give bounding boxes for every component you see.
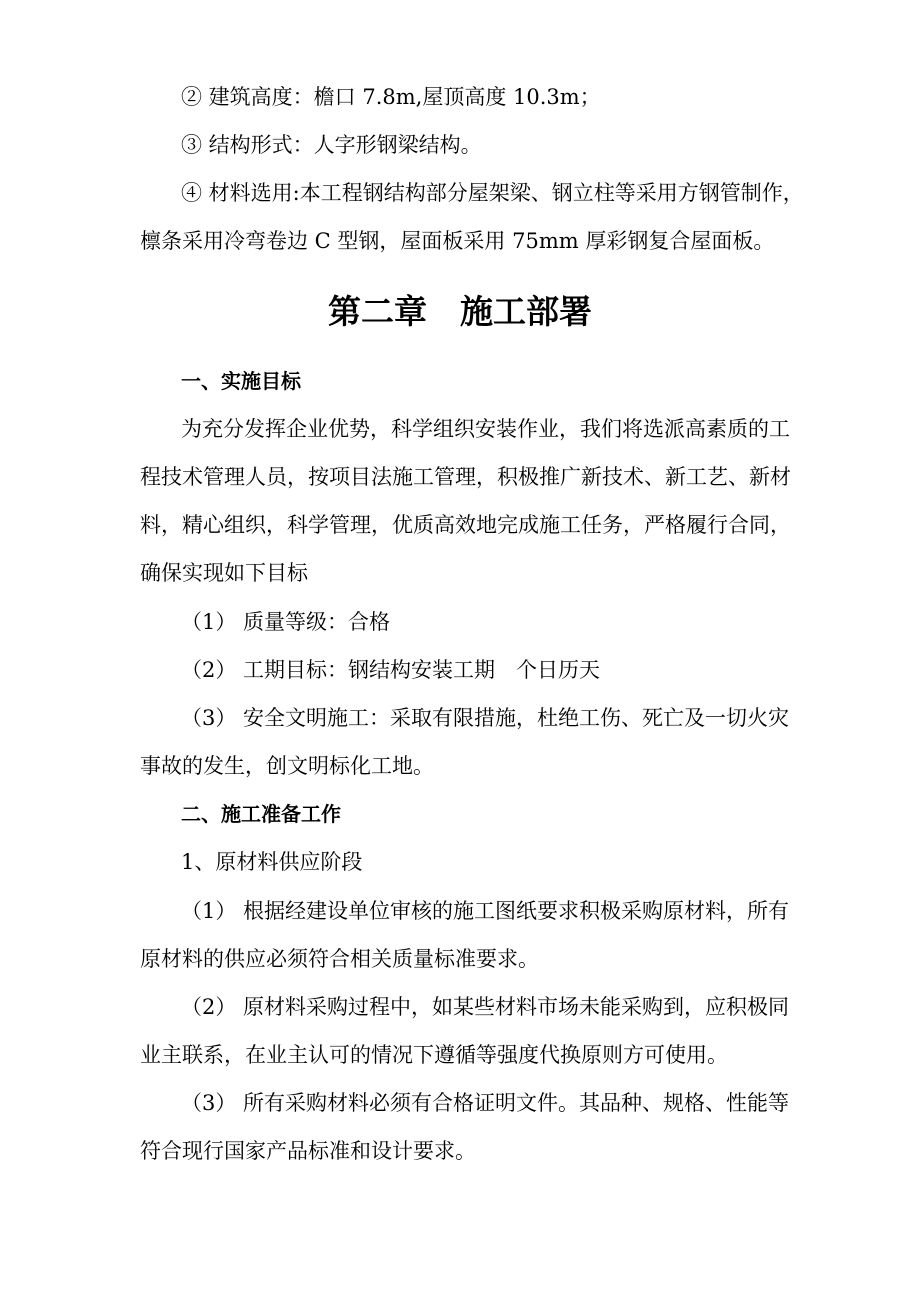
goals-paragraph-line: 程技术管理人员，按项目法施工管理，积极推广新技术、新工艺、新材 [140,465,791,489]
section-heading-goals: 一、实施目标 [181,369,301,393]
goal-safety-line-1: （3） 安全文明施工：采取有限措施，杜绝工伤、死亡及一切火灾 [181,706,790,730]
material-item-2-line-2: 业主联系，在业主认可的情况下遵循等强度代换原则方可使用。 [140,1043,728,1067]
building-height-line: ② 建筑高度：檐口 7.8m,屋顶高度 10.3m； [181,85,601,109]
material-item-3-line-1: （3） 所有采购材料必须有合格证明文件。其品种、规格、性能等 [181,1091,790,1115]
section-heading-preparation: 二、施工准备工作 [181,802,341,826]
goal-schedule: （2） 工期目标：钢结构安装工期 个日历天 [181,658,601,682]
material-item-1-line-1: （1） 根据经建设单位审核的施工图纸要求积极采购原材料，所有 [181,899,790,923]
material-item-3-line-2: 符合现行国家产品标准和设计要求。 [140,1139,476,1163]
material-line-2: 檩条采用冷弯卷边 C 型钢，屋面板采用 75mm 厚彩钢复合屋面板。 [140,229,775,253]
subheading-materials: 1、原材料供应阶段 [181,850,363,874]
goal-quality: （1） 质量等级：合格 [181,610,391,634]
goals-paragraph-line: 为充分发挥企业优势，科学组织安装作业，我们将选派高素质的工 [181,417,790,441]
material-line-1: ④ 材料选用:本工程钢结构部分屋架梁、钢立柱等采用方钢管制作， [181,181,804,205]
material-item-1-line-2: 原材料的供应必须符合相关质量标准要求。 [140,947,539,971]
goals-paragraph-line: 料，精心组织，科学管理，优质高效地完成施工任务，严格履行合同， [140,513,791,537]
goal-safety-line-2: 事故的发生，创文明标化工地。 [140,754,434,778]
structure-form-line: ③ 结构形式：人字形钢梁结构。 [181,133,482,157]
chapter-title: 第二章 施工部署 [328,292,592,331]
material-item-2-line-1: （2） 原材料采购过程中，如某些材料市场未能采购到，应积极同 [181,995,790,1019]
goals-paragraph-line: 确保实现如下目标 [140,561,308,585]
